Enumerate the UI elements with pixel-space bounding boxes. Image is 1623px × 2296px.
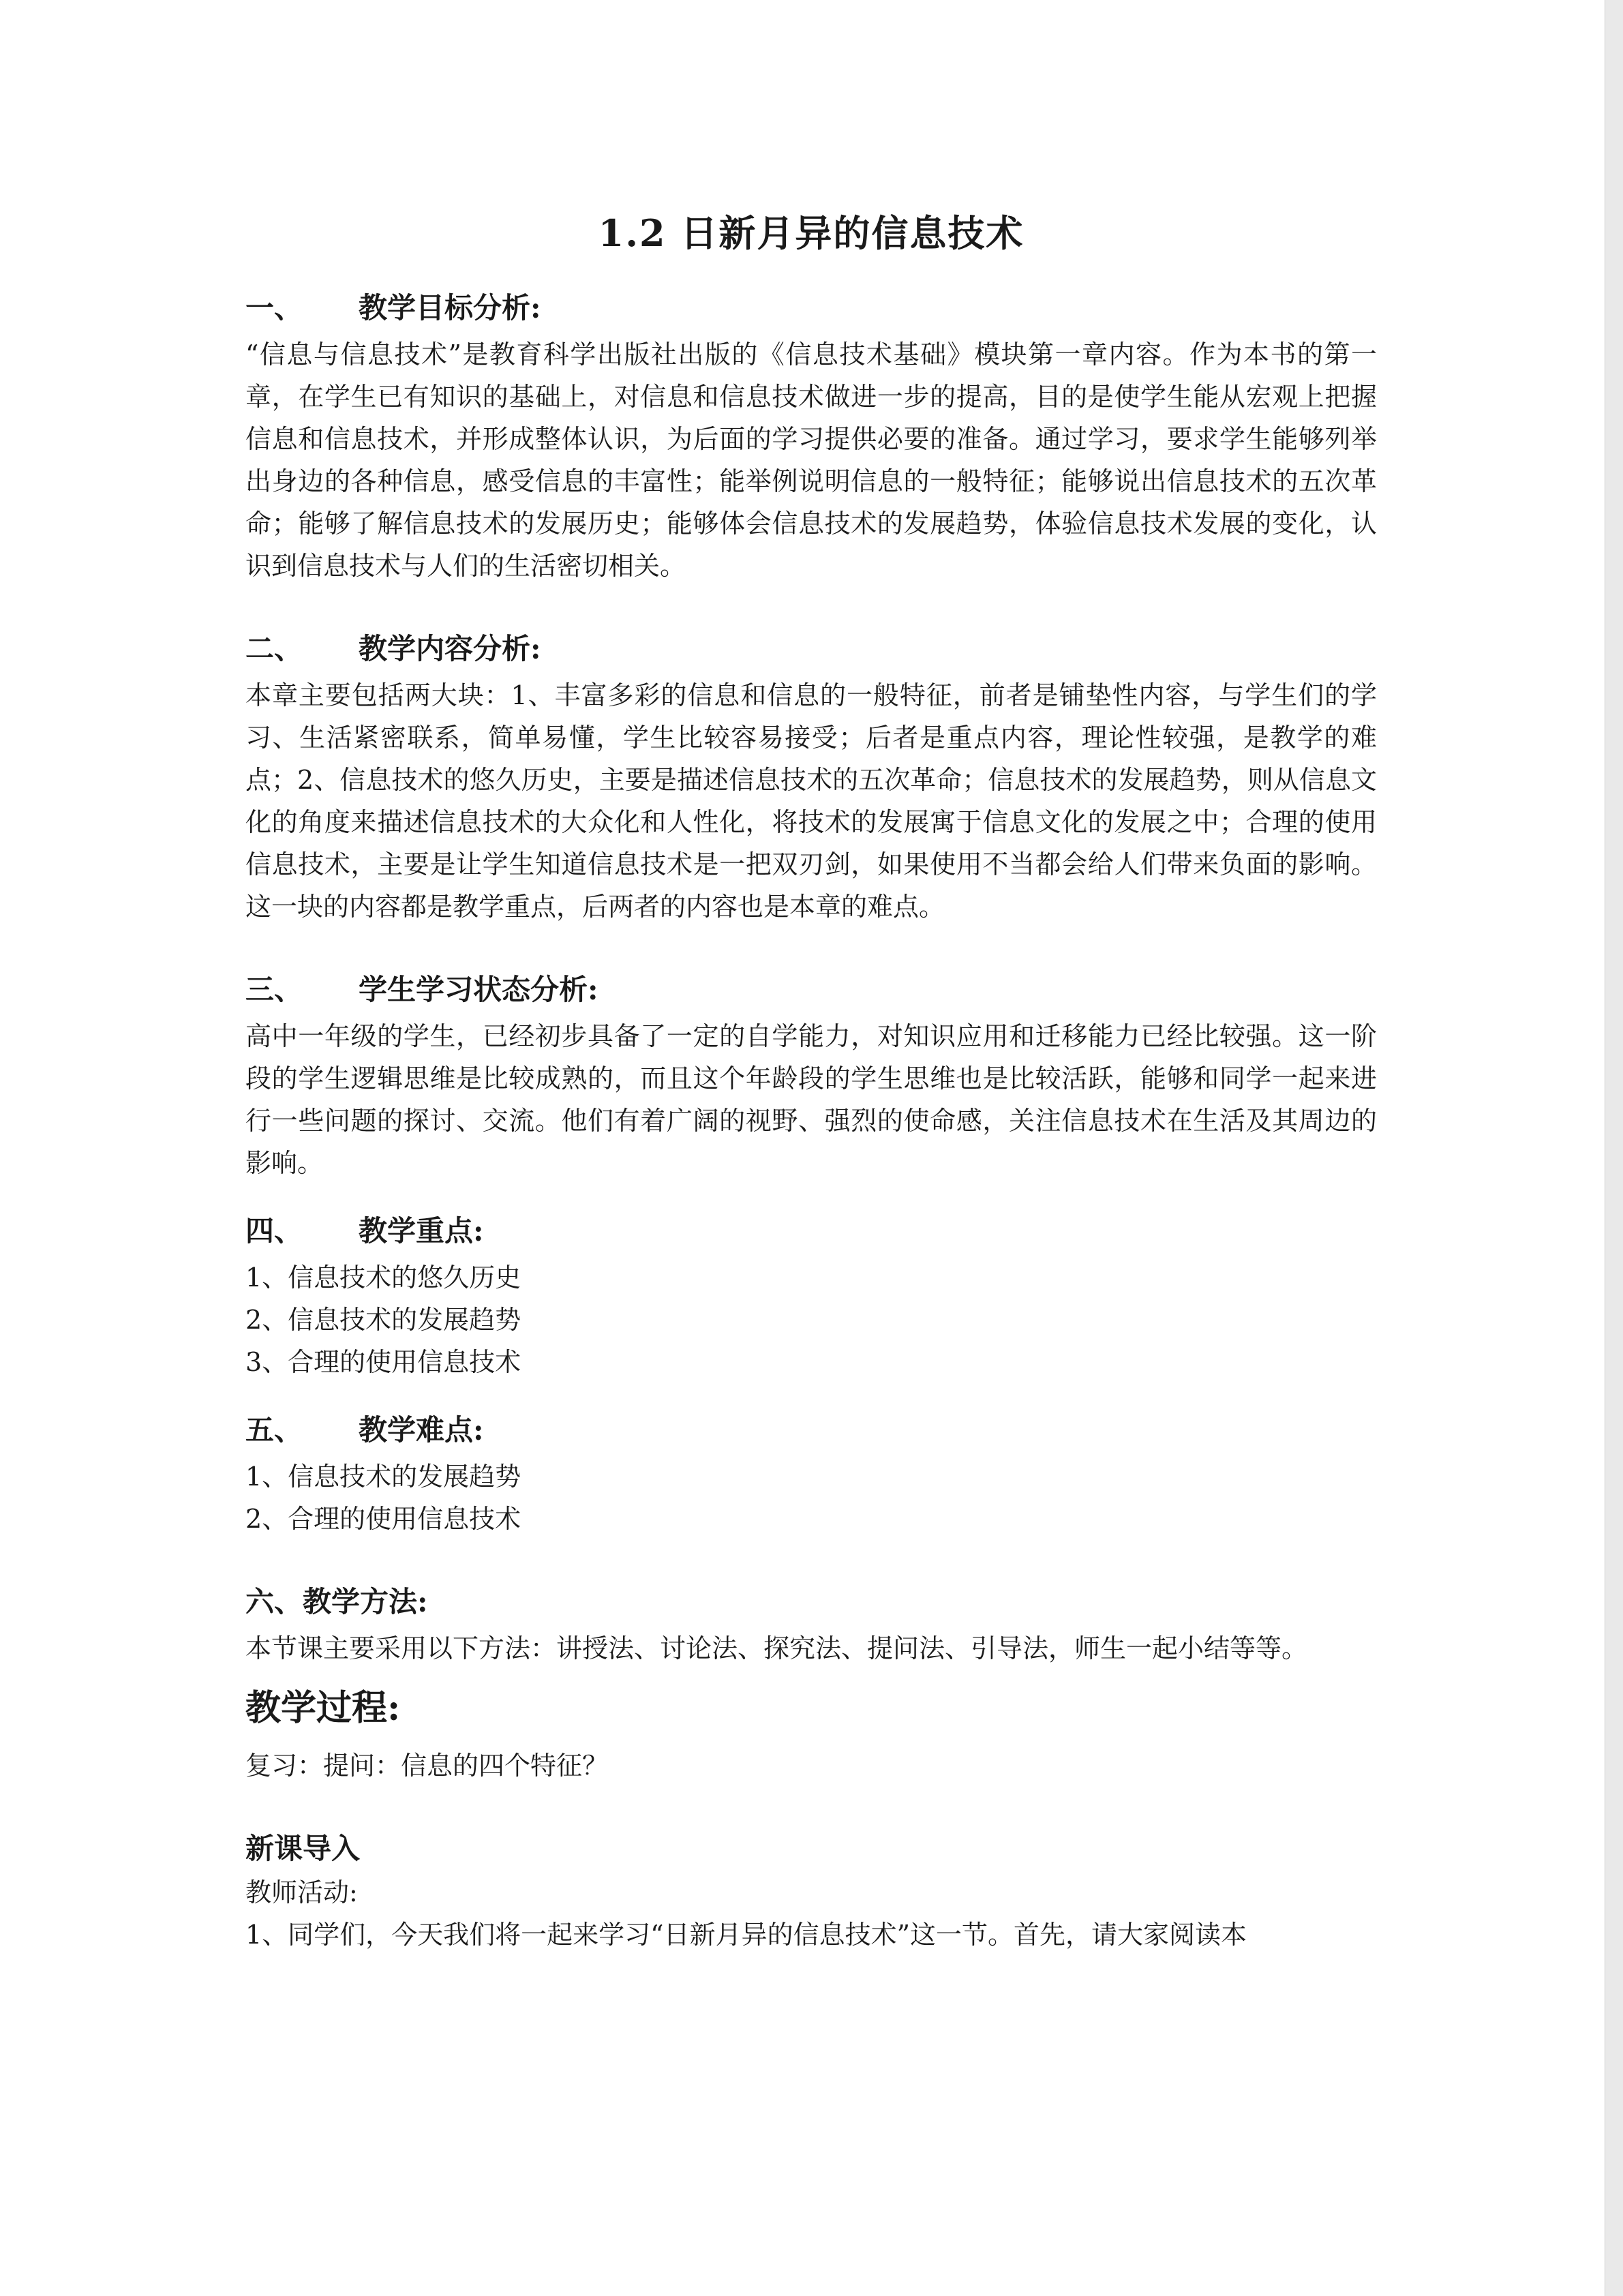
section-heading-3 bbox=[245, 970, 1377, 1010]
section-title: 教学内容分析: bbox=[359, 632, 541, 665]
section-paragraph: “信息与信息技术”是教育科学出版社出版的《信息技术基础》模块第一章内容。作为本书的第一章，在学生已有知识的基础上，对信息和信息技术做进一步的提高，目的是使学生能从宏观上把握信息和信息技术，并形成整体认识，为后面的学习提供必要的准备。通过学习，要求学生能够列举出身边的各种信息，感受信息的丰富性；能举例说明信息的一般特征；能够说出信息技术的五次革命；能够了解信息技术的发展历史；能够体会信息技术的发展趋势，体验信息技术发展的变化，认识到信息技术与人们的生活密切相关。 bbox=[245, 339, 1377, 581]
section-paragraph: 本章主要包括两大块：1、丰富多彩的信息和信息的一般特征，前者是铺垫性内容，与学生们的学习、生活紧密联系，简单易懂，学生比较容易接受；后者是重点内容，理论性较强，是教学的难点；2、信息技术的悠久历史，主要是描述信息技术的五次革命；信息技术的发展趋势，则从信息文化的角度来描述信息技术的大众化和人性化，将技术的发展寓于信息文化的发展之中；合理的使用信息技术，主要是让学生知道信息技术是一把双刃剑，如果使用不当都会给人们带来负面的影响。这一块的内容都是教学重点，后两者的内容也是本章的难点。 bbox=[245, 680, 1377, 922]
section-number: 二、 bbox=[245, 632, 303, 665]
intro-line: 1、同学们，今天我们将一起来学习“日新月异的信息技术”这一节。首先，请大家阅读本 bbox=[245, 1920, 1247, 1950]
list-item: 1、信息技术的发展趋势 bbox=[245, 1462, 521, 1492]
section-heading-5 bbox=[245, 1410, 1377, 1450]
section-number: 五、 bbox=[245, 1413, 303, 1447]
document-content bbox=[245, 205, 1377, 1956]
section-title: 学生学习状态分析: bbox=[359, 973, 598, 1006]
section-heading-1 bbox=[245, 288, 1377, 328]
section-paragraph: 高中一年级的学生，已经初步具备了一定的自学能力，对知识应用和迁移能力已经比较强。这一阶段的学生逻辑思维是比较成熟的，而且这个年龄段的学生思维也是比较活跃，能够和同学一起来进行一些问题的探讨、交流。他们有着广阔的视野、强烈的使命感，关注信息技术在生活及其周边的影响。 bbox=[245, 1021, 1377, 1178]
section-number: 一、 bbox=[245, 291, 303, 324]
section-number: 三、 bbox=[245, 973, 303, 1006]
section-heading-6: 六、教学方法: bbox=[245, 1585, 428, 1618]
section-title: 教学难点: bbox=[359, 1413, 484, 1447]
section-heading-2 bbox=[245, 629, 1377, 669]
section-number: 四、 bbox=[245, 1214, 303, 1248]
document-title: 1.2 日新月异的信息技术 bbox=[598, 211, 1025, 255]
list-item: 2、合理的使用信息技术 bbox=[245, 1504, 521, 1534]
review-line: 复习：提问：信息的四个特征？ bbox=[245, 1751, 609, 1781]
section-title: 教学目标分析: bbox=[359, 291, 541, 324]
section-paragraph: 本节课主要采用以下方法：讲授法、讨论法、探究法、提问法、引导法，师生一起小结等等。 bbox=[245, 1633, 1308, 1663]
intro-heading: 新课导入 bbox=[245, 1832, 361, 1865]
section-heading-4 bbox=[245, 1211, 1377, 1251]
list-item: 1、信息技术的悠久历史 bbox=[245, 1263, 521, 1293]
process-heading: 教学过程: bbox=[245, 1687, 401, 1729]
teacher-activity-label: 教师活动: bbox=[245, 1877, 358, 1907]
list-item: 3、合理的使用信息技术 bbox=[245, 1347, 521, 1377]
section-title: 教学重点: bbox=[359, 1214, 484, 1248]
page-edge bbox=[1605, 0, 1623, 2296]
list-item: 2、信息技术的发展趋势 bbox=[245, 1305, 521, 1335]
